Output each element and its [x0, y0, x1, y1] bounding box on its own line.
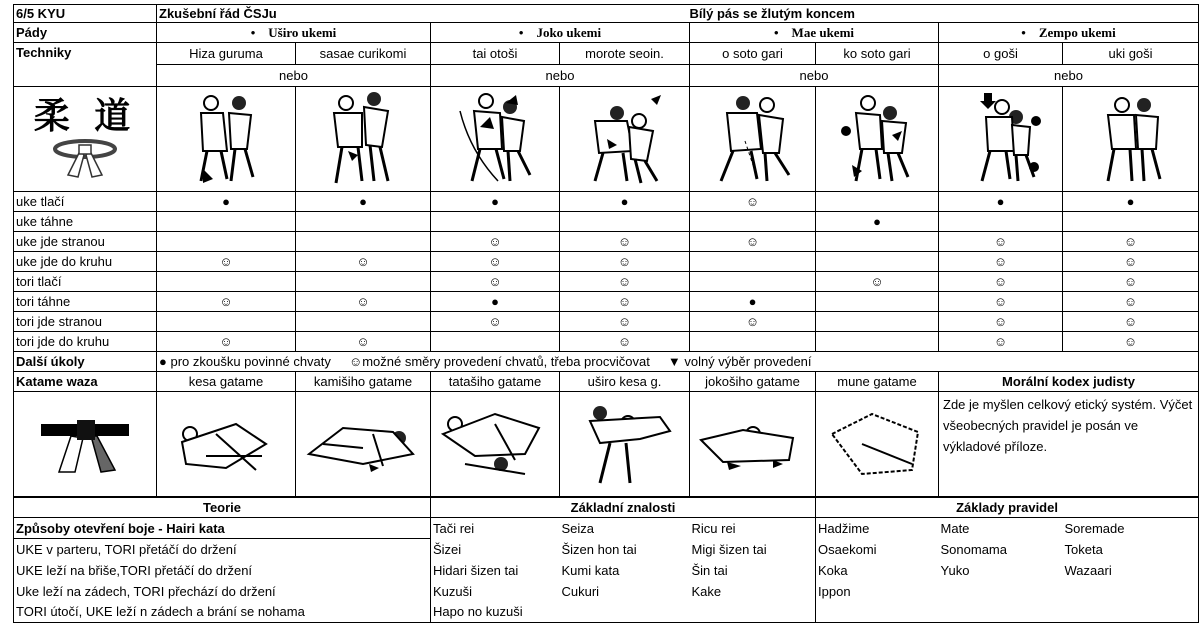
katame-illustration — [816, 392, 939, 497]
direction-mark — [157, 232, 296, 252]
knowledge-item: Hidari šizen tai — [431, 560, 560, 581]
direction-mark — [296, 212, 431, 232]
direction-mark: ☺ — [939, 272, 1063, 292]
direction-mark: ☺ — [939, 312, 1063, 332]
direction-mark: ☺ — [939, 292, 1063, 312]
direction-label: tori tlačí — [14, 272, 157, 292]
katame-technique: kesa gatame — [157, 372, 296, 392]
pady-group-joko: • Joko ukemi — [431, 23, 690, 43]
katame-illustration — [296, 392, 431, 497]
direction-mark — [816, 292, 939, 312]
moral-code-text: Zde je myšlen celkový etický systém. Výčet všeobecných pravidel je posán ve výkladové příloze. — [939, 392, 1199, 497]
direction-mark: ● — [431, 292, 560, 312]
direction-mark: ☺ — [690, 312, 816, 332]
direction-mark: ● — [431, 192, 560, 212]
technique-name: morote seoin. — [560, 43, 690, 65]
rules-item: Yuko — [940, 562, 970, 578]
katame-technique: uširo kesa g. — [560, 372, 690, 392]
technique-illustration — [939, 87, 1063, 192]
direction-mark — [690, 332, 816, 352]
direction-row — [14, 312, 1199, 332]
section-teorie: Teorie — [14, 498, 431, 518]
technique-illustration — [816, 87, 939, 192]
direction-mark: ☺ — [431, 252, 560, 272]
direction-row — [14, 332, 1199, 352]
knowledge-item: Šin tai — [690, 560, 816, 581]
rules-item: Osaekomi — [816, 539, 939, 560]
rules-empty — [939, 581, 1063, 602]
knowledge-item: Seiza — [560, 518, 690, 539]
rules-empty — [1063, 581, 1199, 602]
direction-mark: ☺ — [1063, 332, 1199, 352]
katame-technique: tatašiho gatame — [431, 372, 560, 392]
technique-illustration — [1063, 87, 1199, 192]
direction-mark: ☺ — [560, 332, 690, 352]
hairi-item: UKE v parteru, TORI přetáčí do držení — [14, 539, 431, 560]
technique-name: uki goši — [1063, 43, 1199, 65]
hairi-item: UKE leží na břiše,TORI přetáčí do držení — [14, 560, 431, 581]
rules-item: Soremade — [1063, 518, 1199, 539]
technique-name: sasae curikomi — [296, 43, 431, 65]
direction-mark: ☺ — [296, 332, 431, 352]
direction-mark: ☺ — [690, 232, 816, 252]
direction-mark — [816, 232, 939, 252]
direction-mark — [816, 312, 939, 332]
katame-technique: mune gatame — [816, 372, 939, 392]
direction-mark — [157, 212, 296, 232]
rules-empty — [816, 602, 939, 623]
katame-illustration — [560, 392, 690, 497]
direction-mark: ☺ — [1063, 232, 1199, 252]
direction-row — [14, 212, 1199, 232]
technique-illustration — [157, 87, 296, 192]
direction-mark: ☺ — [560, 312, 690, 332]
direction-row — [14, 232, 1199, 252]
knowledge-item: Cukuri — [561, 583, 600, 599]
knowledge-item: Ricu rei — [690, 518, 816, 539]
direction-mark — [431, 332, 560, 352]
technique-illustration — [296, 87, 431, 192]
direction-mark — [690, 272, 816, 292]
direction-mark: ☺ — [560, 232, 690, 252]
direction-mark: ☺ — [1063, 292, 1199, 312]
pady-group-usiro: • Uširo ukemi — [157, 23, 431, 43]
katame-illustration — [157, 392, 296, 497]
direction-mark: ☺ — [560, 252, 690, 272]
judo-logo — [14, 87, 157, 192]
katame-illustration — [431, 392, 560, 497]
white-belt-icon — [50, 137, 120, 181]
direction-mark: ☺ — [431, 312, 560, 332]
technique-name: o soto gari — [690, 43, 816, 65]
black-belt-illustration — [14, 392, 157, 497]
direction-mark: ☺ — [157, 332, 296, 352]
knowledge-empty — [560, 602, 690, 623]
rules-item: Sonomama — [940, 541, 1007, 557]
direction-mark: ● — [157, 192, 296, 212]
direction-mark: ☺ — [560, 272, 690, 292]
direction-mark: ☺ — [296, 292, 431, 312]
direction-row — [14, 292, 1199, 312]
direction-label: uke táhne — [14, 212, 157, 232]
section-zaklady-pravidel: Základy pravidel — [816, 498, 1199, 518]
direction-row — [14, 252, 1199, 272]
knowledge-item: Hapo no kuzuši — [431, 602, 560, 623]
knowledge-empty — [690, 602, 816, 623]
direction-mark — [157, 312, 296, 332]
technique-illustration — [690, 87, 816, 192]
direction-mark: ● — [690, 292, 816, 312]
exam-order-title: Zkušební řád ČSJu — [157, 5, 690, 23]
direction-mark: ☺ — [560, 292, 690, 312]
katame-technique: jokošiho gatame — [690, 372, 816, 392]
direction-label: uke tlačí — [14, 192, 157, 212]
direction-mark: ☺ — [157, 292, 296, 312]
direction-mark — [296, 272, 431, 292]
exam-sheet — [13, 4, 1198, 632]
knowledge-item: Kake — [690, 581, 816, 602]
direction-mark — [431, 212, 560, 232]
lower-grid — [13, 497, 1199, 623]
direction-mark — [816, 192, 939, 212]
direction-mark: ☺ — [431, 272, 560, 292]
direction-mark — [690, 252, 816, 272]
direction-mark: ☺ — [939, 232, 1063, 252]
moral-code-title: Morální kodex judisty — [939, 372, 1199, 392]
hairi-item: TORI útočí, UKE leží n zádech a brání se nohama — [14, 602, 431, 623]
rules-empty — [939, 602, 1063, 623]
direction-label: tori jde do kruhu — [14, 332, 157, 352]
knowledge-item: Kuzuši — [431, 581, 560, 602]
direction-row — [14, 272, 1199, 292]
techniky-label: Techniky — [14, 43, 157, 87]
technique-illustration — [431, 87, 560, 192]
rules-item: Koka — [816, 560, 939, 581]
direction-mark: ● — [296, 192, 431, 212]
direction-label: tori jde stranou — [14, 312, 157, 332]
direction-mark: ☺ — [939, 252, 1063, 272]
direction-mark — [939, 212, 1063, 232]
direction-mark: ☺ — [1063, 272, 1199, 292]
legend-text: ● pro zkoušku povinné chvaty ☺možné směry provedení chvatů, třeba procvičovat ▼ volný výběr provedení — [157, 352, 1199, 372]
direction-mark — [816, 332, 939, 352]
rules-empty — [1063, 602, 1199, 623]
knowledge-item: Šizen hon tai — [561, 541, 637, 557]
direction-mark: ☺ — [690, 192, 816, 212]
upper-grid — [13, 4, 1199, 497]
hairi-kata-title: Způsoby otevření boje - Hairi kata — [14, 518, 431, 539]
technique-name: tai otoši — [431, 43, 560, 65]
direction-mark — [1063, 212, 1199, 232]
direction-label: uke jde stranou — [14, 232, 157, 252]
rules-item: Ippon — [816, 581, 939, 602]
direction-label: tori táhne — [14, 292, 157, 312]
knowledge-item: Šizei — [431, 539, 560, 560]
rules-item: Toketa — [1063, 539, 1199, 560]
direction-label: uke jde do kruhu — [14, 252, 157, 272]
direction-mark — [157, 272, 296, 292]
technique-name: Hiza guruma — [157, 43, 296, 65]
direction-mark — [816, 252, 939, 272]
belt-title: Bílý pás se žlutým koncem — [690, 5, 1199, 23]
direction-mark: ● — [816, 212, 939, 232]
technique-illustration — [560, 87, 690, 192]
direction-mark — [296, 312, 431, 332]
or-label: nebo — [157, 65, 431, 87]
direction-mark: ☺ — [1063, 312, 1199, 332]
direction-mark: ☺ — [431, 232, 560, 252]
direction-mark — [296, 232, 431, 252]
or-label: nebo — [431, 65, 690, 87]
katame-waza-label: Katame waza — [14, 372, 157, 392]
grade-label: 6/5 KYU — [14, 5, 157, 23]
direction-mark: ● — [939, 192, 1063, 212]
direction-mark: ● — [1063, 192, 1199, 212]
knowledge-item: Tači rei — [431, 518, 560, 539]
katame-illustration — [690, 392, 816, 497]
pady-label: Pády — [14, 23, 157, 43]
dalsi-ukoly-label: Další úkoly — [14, 352, 157, 372]
direction-mark: ● — [560, 192, 690, 212]
pady-group-mae: • Mae ukemi — [690, 23, 939, 43]
direction-row — [14, 192, 1199, 212]
or-label: nebo — [690, 65, 939, 87]
direction-mark: ☺ — [296, 252, 431, 272]
technique-name: o goši — [939, 43, 1063, 65]
rules-item: Hadžime — [816, 518, 939, 539]
knowledge-item: Migi šizen tai — [690, 539, 816, 560]
rules-item: Wazaari — [1063, 560, 1199, 581]
direction-mark: ☺ — [816, 272, 939, 292]
direction-mark — [560, 212, 690, 232]
rules-item: Mate — [939, 518, 1063, 539]
hairi-item: Uke leží na zádech, TORI přechází do držení — [14, 581, 431, 602]
knowledge-item: Kumi kata — [561, 562, 620, 578]
judo-kanji: 柔 道 — [33, 96, 137, 137]
pady-group-zempo: • Zempo ukemi — [939, 23, 1199, 43]
direction-mark — [690, 212, 816, 232]
or-label: nebo — [939, 65, 1199, 87]
technique-name: ko soto gari — [816, 43, 939, 65]
direction-mark: ☺ — [1063, 252, 1199, 272]
direction-mark: ☺ — [939, 332, 1063, 352]
direction-mark: ☺ — [157, 252, 296, 272]
section-zakladni-znalosti: Základní znalosti — [431, 498, 816, 518]
katame-technique: kamišiho gatame — [296, 372, 431, 392]
